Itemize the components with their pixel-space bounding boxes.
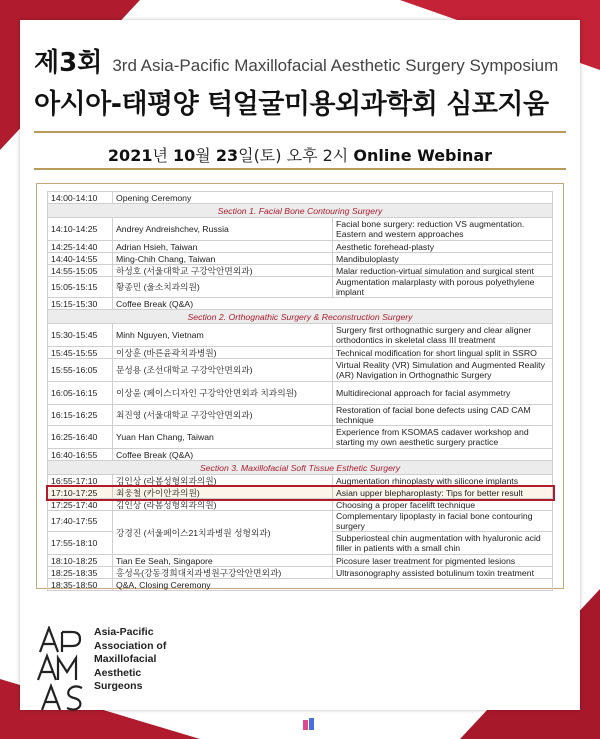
sponsored-by-label: Sponsored by xyxy=(222,717,296,730)
program-row xyxy=(48,567,553,579)
org-name-line: Maxillofacial xyxy=(94,653,157,666)
korean-title: 아시아-태평양 턱얼굴미용외과학회 심포지움 xyxy=(34,89,549,120)
program-row xyxy=(48,324,553,347)
time-cell: 15:30-15:45 xyxy=(48,324,113,347)
speaker-cell: 이상윤 (페이스디자인 구강악안면외과 치과의원) xyxy=(113,382,333,405)
program-row xyxy=(48,405,553,426)
speaker-cell: 홍성옥(강동경희대치과병원구강악안면외과) xyxy=(113,567,333,579)
speaker-cell: 김인상 (라봄성형외과의원) xyxy=(113,475,333,487)
event-format: Online Webinar xyxy=(353,146,493,165)
time-cell: 15:15-15:30 xyxy=(48,298,113,310)
program-row xyxy=(48,253,553,265)
event-cell: Coffee Break (Q&A) xyxy=(113,298,553,310)
topic-cell: Surgery first orthognathic surgery and clear aligner orthodontics in skeletal class III treatment xyxy=(333,324,553,347)
org-name-line: Aesthetic xyxy=(94,666,142,679)
megagen-logo-icon xyxy=(303,718,315,730)
time-cell: 14:10-14:25 xyxy=(48,218,113,241)
time-cell: 15:45-15:55 xyxy=(48,347,113,359)
topic-cell: Malar reduction-virtual simulation and surgical stent xyxy=(333,265,553,277)
topic-cell: Multidirecional approach for facial asymmetry xyxy=(333,382,553,405)
program-row xyxy=(48,192,553,204)
section-title: Section 2. Orthognathic Surgery & Reconstruction Surgery xyxy=(48,310,553,324)
topic-cell: Technical modification for short lingual split in SSRO xyxy=(333,347,553,359)
time-cell: 18:25-18:35 xyxy=(48,567,113,579)
topic-cell: Augmentation malarplasty with porous polyethylene implant xyxy=(333,277,553,298)
title-row-english xyxy=(34,42,558,79)
program-row xyxy=(48,298,553,310)
speaker-cell: Tian Ee Seah, Singapore xyxy=(113,555,333,567)
divider-bottom xyxy=(34,168,566,170)
program-row xyxy=(48,347,553,359)
org-name-line: Association of xyxy=(94,639,167,652)
program-row xyxy=(48,382,553,405)
topic-cell: Facial bone surgery: reduction VS augmentation. Eastern and western approaches xyxy=(333,218,553,241)
time-cell: 17:10-17:25 xyxy=(48,487,113,499)
program-row xyxy=(48,241,553,253)
program-row xyxy=(48,511,553,532)
speaker-cell: 하성호 (서울대학교 구강악안면외과) xyxy=(113,265,333,277)
speaker-cell: Minh Nguyen, Vietnam xyxy=(113,324,333,347)
topic-cell: Choosing a proper facelift technique xyxy=(333,499,553,511)
speaker-cell: 황종민 (울소치과의원) xyxy=(113,277,333,298)
program-table-frame xyxy=(36,183,564,589)
time-cell: 18:35-18:50 xyxy=(48,579,113,591)
program-table xyxy=(47,191,553,591)
speaker-cell: 최진영 (서울대학교 구강악안면외과) xyxy=(113,405,333,426)
event-cell: Coffee Break (Q&A) xyxy=(113,449,553,461)
topic-cell: Complementary lipoplasty in facial bone contouring surgery xyxy=(333,511,553,532)
time-cell: 18:10-18:25 xyxy=(48,555,113,567)
speaker-cell: 최웅철 (카이안과의원) xyxy=(113,487,333,499)
speaker-cell: Adrian Hsieh, Taiwan xyxy=(113,241,333,253)
time-cell: 16:05-16:15 xyxy=(48,382,113,405)
speaker-cell: Andrey Andreishchev, Russia xyxy=(113,218,333,241)
time-cell: 14:00-14:10 xyxy=(48,192,113,204)
section-header-row xyxy=(48,461,553,475)
time-cell: 16:55-17:10 xyxy=(48,475,113,487)
org-name-line: Asia-Pacific xyxy=(94,626,154,638)
section-title: Section 3. Maxillofacial Soft Tissue Esthetic Surgery xyxy=(48,461,553,475)
program-row xyxy=(48,218,553,241)
org-name-line: Surgeons xyxy=(94,680,143,693)
program-row xyxy=(48,277,553,298)
time-cell: 14:25-14:40 xyxy=(48,241,113,253)
program-row xyxy=(48,359,553,382)
program-row xyxy=(48,426,553,449)
speaker-cell: 문성용 (조선대학교 구강악안면외과) xyxy=(113,359,333,382)
program-row xyxy=(48,449,553,461)
event-time: 오후 2시 xyxy=(286,146,349,165)
topic-cell: Mandibuloplasty xyxy=(333,253,553,265)
apamas-logo xyxy=(36,626,88,714)
topic-cell: Experience from KSOMAS cadaver workshop and starting my own aesthetic surgery practice xyxy=(333,426,553,449)
topic-cell: Virtual Reality (VR) Simulation and Augmented Reality (AR) Navigation in Orthognathic Surgery xyxy=(333,359,553,382)
speaker-cell: Ming-Chih Chang, Taiwan xyxy=(113,253,333,265)
time-cell: 16:25-16:40 xyxy=(48,426,113,449)
topic-cell: Picosure laser treatment for pigmented lesions xyxy=(333,555,553,567)
topic-cell: Restoration of facial bone defects using CAD CAM technique xyxy=(333,405,553,426)
topic-cell: Aesthetic forehead-plasty xyxy=(333,241,553,253)
speaker-cell: 강경진 (서울페이스21치과병원 성형외과) xyxy=(113,511,333,555)
time-cell: 17:55-18:10 xyxy=(48,532,113,555)
speaker-cell: 김인상 (라봄성형외과의원) xyxy=(113,499,333,511)
edition-label: 제3회 xyxy=(34,48,103,78)
date-year: 2021 xyxy=(107,146,153,165)
event-cell: Opening Ceremony xyxy=(113,192,553,204)
program-row xyxy=(48,499,553,511)
program-row xyxy=(48,579,553,591)
org-name xyxy=(94,626,184,694)
date-day-suffix: 일(토) xyxy=(238,146,282,165)
date-month-suffix: 월 xyxy=(195,146,211,165)
date-day: 23 xyxy=(215,146,239,165)
topic-cell: Augmentation rhinoplasty with silicone implants xyxy=(333,475,553,487)
english-title: 3rd Asia-Pacific Maxillofacial Aesthetic Surgery Symposium xyxy=(112,56,559,75)
program-row xyxy=(48,475,553,487)
time-cell: 15:05-15:15 xyxy=(48,277,113,298)
speaker-cell: 이상훈 (바른윤곽치과병원) xyxy=(113,347,333,359)
time-cell: 16:15-16:25 xyxy=(48,405,113,426)
sponsor-line xyxy=(222,716,388,731)
event-date xyxy=(0,143,600,166)
topic-cell: Ultrasonography assisted botulinum toxin treatment xyxy=(333,567,553,579)
divider-top xyxy=(34,131,566,133)
event-cell: Q&A, Closing Ceremony xyxy=(113,579,553,591)
time-cell: 16:40-16:55 xyxy=(48,449,113,461)
date-month: 10 xyxy=(173,146,196,165)
speaker-cell: Yuan Han Chang, Taiwan xyxy=(113,426,333,449)
section-title: Section 1. Facial Bone Contouring Surgery xyxy=(48,204,553,218)
program-row xyxy=(48,265,553,277)
section-header-row xyxy=(48,310,553,324)
program-row-highlighted xyxy=(48,487,553,499)
program-row xyxy=(48,555,553,567)
sponsor-name: MEGAGEN xyxy=(318,716,388,731)
date-year-suffix: 년 xyxy=(152,146,168,165)
time-cell: 17:40-17:55 xyxy=(48,511,113,532)
topic-cell: Subperiosteal chin augmentation with hyaluronic acid filler in patients with a small chin xyxy=(333,532,553,555)
time-cell: 14:55-15:05 xyxy=(48,265,113,277)
time-cell: 14:40-14:55 xyxy=(48,253,113,265)
time-cell: 17:25-17:40 xyxy=(48,499,113,511)
section-header-row xyxy=(48,204,553,218)
time-cell: 15:55-16:05 xyxy=(48,359,113,382)
topic-cell: Asian upper blepharoplasty: Tips for better result xyxy=(333,487,553,499)
